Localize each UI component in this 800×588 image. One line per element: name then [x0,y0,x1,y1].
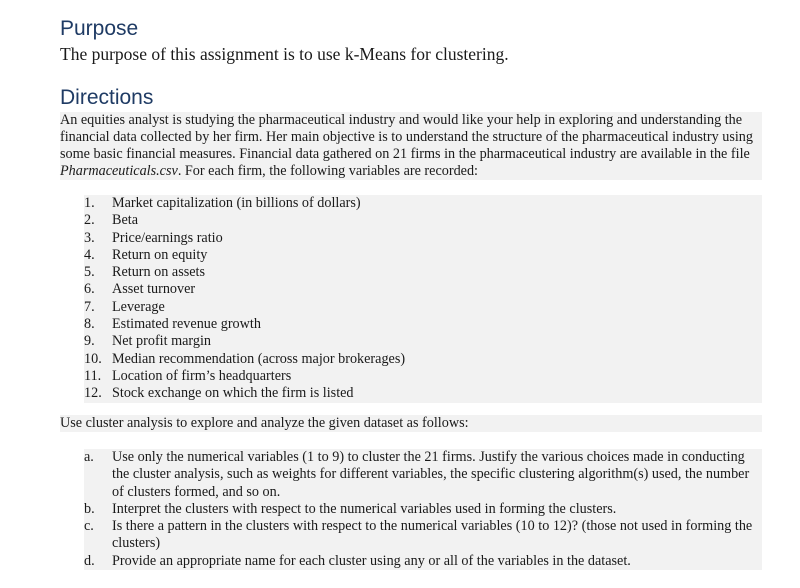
list-item [84,247,762,264]
list-item [84,264,762,281]
list-number: 6. [84,281,95,298]
list-number: 11. [84,367,102,384]
list-number: 8. [84,316,95,333]
list-item [84,299,762,316]
directions-heading: Directions [60,86,154,109]
list-number: 5. [84,264,95,281]
purpose-heading: Purpose [60,17,139,40]
list-item [84,212,762,229]
list-number: 12. [84,385,102,402]
list-letter: d. [84,552,95,569]
list-item [84,501,762,518]
paragraph-text-end: . For each firm, the following variables are recorded: [177,163,478,179]
list-number: 4. [84,246,95,263]
list-number: 7. [84,298,95,315]
list-item [84,281,762,298]
list-item-label: Price/earnings ratio [112,229,223,246]
list-number: 9. [84,333,95,350]
directions-paragraph [60,112,762,180]
list-item [84,351,762,368]
list-item-label: Leverage [112,298,165,315]
list-item [84,385,762,402]
paragraph-text-start: An equities analyst is studying the pharmaceutical industry and would like your help in exploring and understanding the financial data collected by her firm. Her main objective is to understand the structure of the pharmaceutical industry using some basic financial measures. Financial data gathered on 21 firms in the pharmaceutical industry are available in the file [60,112,753,162]
list-item [84,230,762,247]
list-item-label: Stock exchange on which the firm is listed [112,385,354,402]
list-item [84,333,762,350]
list-letter: b. [84,500,95,517]
list-number: 2. [84,212,95,229]
list-item [84,518,762,553]
list-item-text: Interpret the clusters with respect to the numerical variables used in forming the clusters. [112,500,617,517]
list-letter: c. [84,518,94,535]
list-item [84,368,762,385]
tasks-list [84,449,762,570]
list-item-text: Provide an appropriate name for each cluster using any or all of the variables in the dataset. [112,552,631,569]
list-item-label: Return on equity [112,246,208,263]
list-item-label: Estimated revenue growth [112,316,261,333]
list-item [84,316,762,333]
list-item-label: Asset turnover [112,281,196,298]
list-item-label: Return on assets [112,264,205,281]
list-item-label: Net profit margin [112,333,212,350]
purpose-text: The purpose of this assignment is to use k-Means for clustering. [60,44,509,64]
list-item [84,449,762,501]
list-item-label: Beta [112,212,138,229]
list-item-label: Median recommendation (across major brokerages) [112,350,406,367]
file-name: Pharmaceuticals.csv [60,163,178,179]
list-letter: a. [84,449,94,465]
list-number: 1. [84,195,95,211]
list-item [84,553,762,570]
analysis-intro: Use cluster analysis to explore and analyze the given dataset as follows: [60,415,762,432]
list-item-text: Is there a pattern in the clusters with respect to the numerical variables (10 to 12)? (those not used in forming the clusters) [112,518,753,552]
list-item-label: Location of firm’s headquarters [112,367,292,384]
variables-list [84,195,762,403]
list-number: 3. [84,229,95,246]
list-item-text: Use only the numerical variables (1 to 9) to cluster the 21 firms. Justify the various choices made in conducting the cluster analysis, such as weights for different variables, the specific clustering algorithm(s) used, the number of clusters formed, and so on. [112,449,750,500]
list-number: 10. [84,350,102,367]
list-item [84,195,762,212]
list-item-label: Market capitalization (in billions of dollars) [112,195,361,211]
